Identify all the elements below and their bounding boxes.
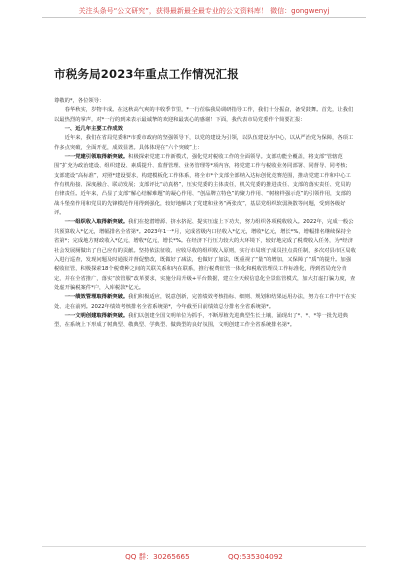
document-title: 市税务局2023年重点工作情况汇报: [54, 67, 239, 81]
footer-contact: [0, 552, 408, 562]
section-intro-paragraph: 近年来，我们在省局党委和*市委市政府的坚强领导下，以党的建设为引领，以队伍建设为中心，以从严治党为保障，各项工作多点突破，全面开花，成效显著。具体体现在“六个突破”上：: [54, 135, 354, 151]
party-building-paragraph: [54, 153, 356, 218]
header-divider: [42, 17, 366, 18]
salutation: 尊敬的*，各位领导：: [54, 98, 105, 104]
footer-qq-group: QQ 群：30265665: [125, 552, 190, 561]
revenue-text: 我们在挖潜增源、挤水挤泥、提实压虚上下功夫，努力组织各项税收收入。2022年，完成一般公共预算收入*亿元，增幅排名全省第*。2023年1一*月，完成省级内口径收入*亿元，增收*亿元，增长*%，增幅排名继续保持全省第*；完成地方财政收入*亿元，增收*亿元，增长*%。在经济下行压力较大的大环境下，较好地完成了税费收入任务，为*经济社会发展厕做出了自己应有的贡献。坚持依法征收、应收尽收的组织收入原则，实行市局班子成员挂点责任制，多次对县市区局收入进行巡查，发现问题及时通报并督促整改，既做好了减法，也做好了加法，既重视了“量”的增加，又保障了“质”的提升。加强税收征管，积极探索18个税费种之间的关联关系和内在联系，推行税费征管一体化和税收管理员工作标准化，得到省局充分肯定，并在全省推广，落实“放管服”改革要求，实施分局升级+平台数据，建立全天候信息化全景监管模式，加大打虚打骗力度，查处虚开骗税案件*户，入库税款*亿元。: [54, 219, 356, 291]
footer-divider: [42, 546, 366, 547]
performance-text: 我们积极适应，锐意创新，完善绩效考核指标、细则、规划和结果运用办法，努力在工作中干在实处、走在前列。2022年绩效考核排名全省系统第*，今年截至目前绩效总分排名全省系统第*。: [54, 294, 356, 310]
civilization-paragraph: [54, 312, 356, 331]
document-body: [54, 97, 356, 331]
party-building-text: 积极探索党建工作新模式，强化党对税收工作的全面领导。支部功能全覆盖，将支部“管辖范围”扩充为政治建设、组织建设、素质提升、监督管理、业务管理等*项内容，将党建工作与税收业务同部署、同督导、同考核；支部建设“高标准”，对照*建设要求，构建模板化工作体系，将全市*个支部全部纳入达标创优竞赛范围，推动党建工作和中心工作有机衔接、深度融合、联动发展；支部评比“动真格”，压实党委的主体责任，机关党委的推进责任、支部的落实责任、党员的自律责任。近年来，凸显了支部“解心结解难题”的凝心作用、“创品牌立特色”的聚力作用、“树榜样强示范”的引领作用，支部的战斗堡垒作用和党员的先锋模范作用得到强化，较好地解决了党建和业务“两张皮”，基层党组织软弱涣散等问题，受到各级好评。: [54, 154, 352, 217]
party-building-lead: 一一党建引领取得新突破。: [64, 154, 129, 161]
revenue-paragraph: [54, 218, 356, 293]
performance-paragraph: [54, 293, 356, 312]
civilization-text: 我们以创建全国文明单位为抓手，不断厚植先进典型生长土壤，涌现出了*、*、*等一批先进典型，在系统上下形成了树典型、敬典型、学典型、做典型的良好氛围，文明创建工作全省系统排名第*。: [54, 312, 348, 329]
section-heading: 一、近几年主要工作成效: [64, 126, 123, 133]
civilization-lead: 一一文明创建取得新突破。: [64, 312, 129, 319]
intro-paragraph: 春华秋实，岁物丰成。在这秋高气爽的丰收季节里，*一行莅临我局调研指导工作，我们十分振奋，备受鼓舞。首先，让我们以最热烈的掌声，对*一行的到来表示最诚挚的欢迎和最衷心的感谢！下面，我代表市局党委作个简要汇报：: [54, 107, 354, 123]
promo-banner[interactable]: 关注头条号“公文研究”，获得最新最全最专业的公文资料库！ 微信：gongwenyj: [78, 7, 330, 15]
performance-lead: 一一绩效管理取得新突破。: [64, 294, 129, 301]
revenue-lead: 一一组织收入取得新突破。: [64, 219, 129, 226]
footer-qq: QQ:535304092: [227, 552, 283, 561]
